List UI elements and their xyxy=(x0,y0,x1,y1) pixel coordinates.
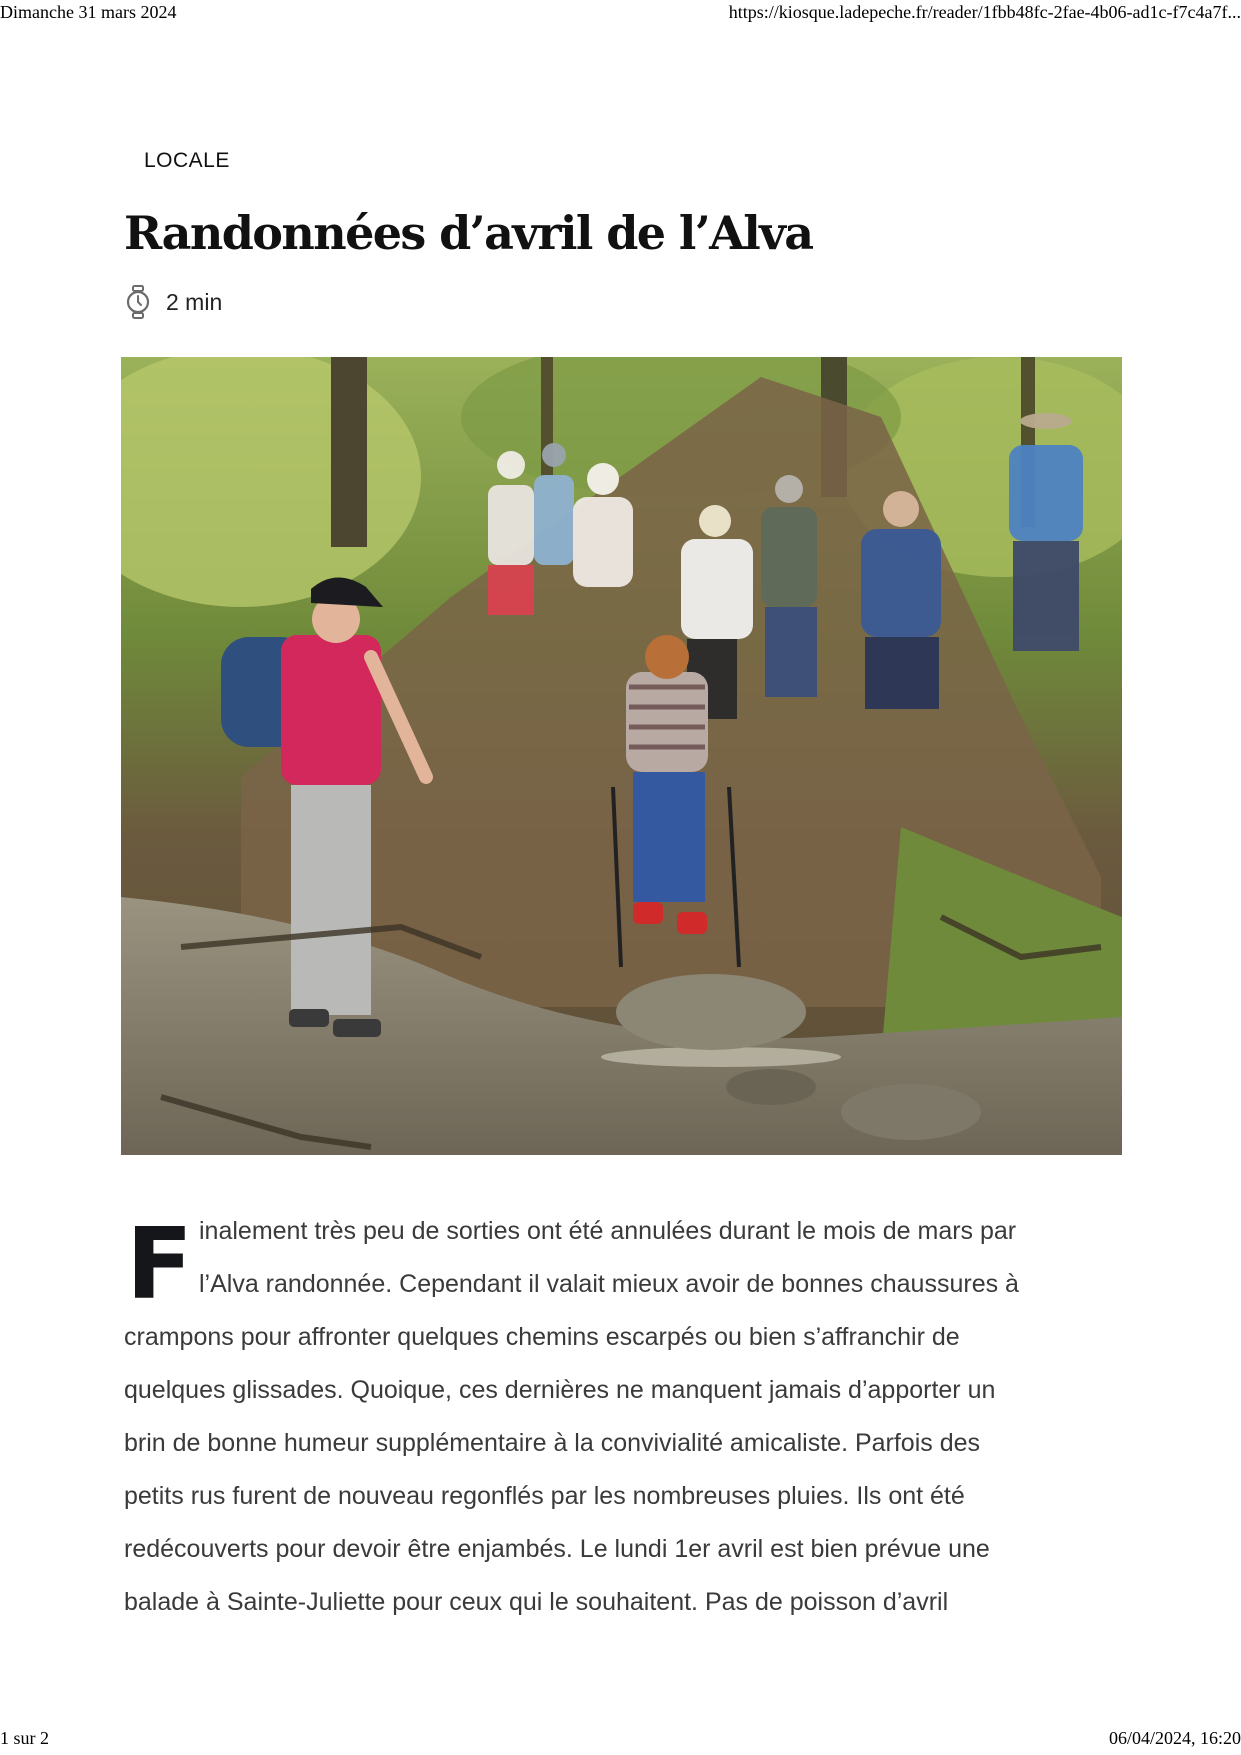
article-dropcap: F xyxy=(126,1208,193,1322)
print-page-number: 1 sur 2 xyxy=(0,1728,49,1748)
body-line: l’Alva randonnée. Cependant il valait mieux avoir de bonnes chaussures à xyxy=(199,1270,1019,1298)
print-url: https://kiosque.ladepeche.fr/reader/1fbb48fc-2fae-4b06-ad1c-f7c4a7f... xyxy=(728,2,1241,22)
article-rubric: LOCALE xyxy=(144,149,230,172)
print-date: Dimanche 31 mars 2024 xyxy=(0,2,177,22)
stopwatch-icon xyxy=(124,285,152,319)
article-body xyxy=(124,1205,1124,1629)
body-line: inalement très peu de sorties ont été annulées durant le mois de mars par xyxy=(199,1217,1017,1245)
body-line: quelques glissades. Quoique, ces dernières ne manquent jamais d’apporter un xyxy=(124,1376,996,1404)
reading-time xyxy=(124,284,222,320)
hikers-crossing-stream-photo xyxy=(121,357,1122,1155)
body-line: brin de bonne humeur supplémentaire à la convivialité amicaliste. Parfois des xyxy=(124,1429,981,1457)
body-line: crampons pour affronter quelques chemins escarpés ou bien s’affranchir de xyxy=(124,1323,960,1351)
body-line: balade à Sainte-Juliette pour ceux qui le souhaitent. Pas de poisson d’avril xyxy=(124,1588,949,1616)
body-line: redécouverts pour devoir être enjambés. Le lundi 1er avril est bien prévue une xyxy=(124,1535,990,1563)
reading-time-label: 2 min xyxy=(166,288,223,315)
article-title: Randonnées d’avril de l’Alva xyxy=(124,206,813,260)
article-photo xyxy=(121,357,1122,1155)
body-line: petits rus furent de nouveau regonflés par les nombreuses pluies. Ils ont été xyxy=(124,1482,965,1510)
print-timestamp: 06/04/2024, 16:20 xyxy=(1108,1728,1241,1748)
